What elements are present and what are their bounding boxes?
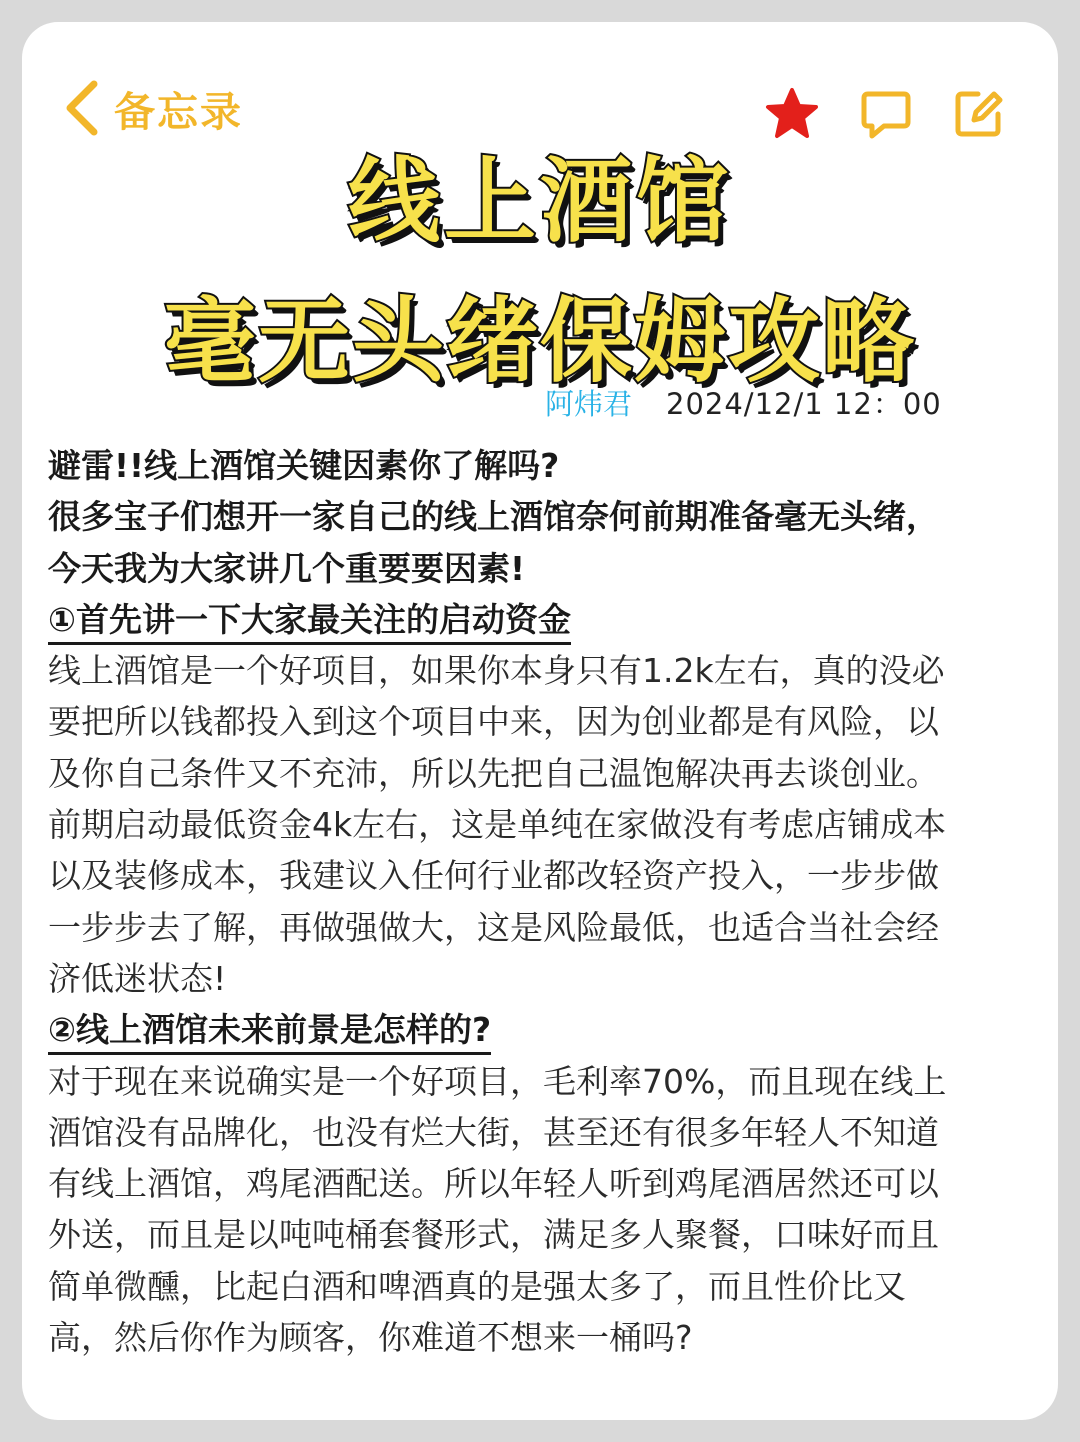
section-1-heading: ①首先讲一下大家最关注的启动资金 bbox=[48, 598, 571, 645]
author-name[interactable]: 阿炜君 bbox=[545, 387, 633, 421]
title-line-2: 毫无头绪保姆攻略 bbox=[163, 288, 916, 395]
section-2-line: 外送，而且是以吨吨桶套餐形式，满足多人聚餐，口味好而且 bbox=[48, 1215, 939, 1255]
intro-line: 今天我为大家讲几个重要要因素! bbox=[48, 548, 526, 588]
intro-line: 很多宝子们想开一家自己的线上酒馆奈何前期准备毫无头绪， bbox=[48, 497, 939, 537]
section-1-line: 济低迷状态! bbox=[48, 958, 227, 998]
section-2-heading: ②线上酒馆未来前景是怎样的? bbox=[48, 1008, 491, 1055]
section-2-line: 简单微醺，比起白酒和啤酒真的是强太多了，而且性价比又 bbox=[48, 1266, 906, 1306]
section-1-line: 一步步去了解，再做强做大，这是风险最低，也适合当社会经 bbox=[48, 907, 939, 947]
section-2-heading-row bbox=[48, 1004, 1038, 1055]
section-2-line: 高，然后你作为顾客，你难道不想来一桶吗? bbox=[48, 1318, 693, 1358]
note-content bbox=[48, 440, 1038, 1363]
section-1-line: 要把所以钱都投入到这个项目中来，因为创业都是有风险，以 bbox=[48, 702, 939, 742]
section-1-line: 以及装修成本，我建议入任何行业都改轻资产投入，一步步做 bbox=[48, 856, 939, 896]
section-2-line: 酒馆没有品牌化，也没有烂大街，甚至还有很多年轻人不知道 bbox=[48, 1112, 939, 1152]
section-1-line: 前期启动最低资金4k左右，这是单纯在家做没有考虑店铺成本 bbox=[48, 805, 947, 845]
section-2-line: 有线上酒馆，鸡尾酒配送。所以年轻人听到鸡尾酒居然还可以 bbox=[48, 1164, 939, 1204]
section-1-heading-row bbox=[48, 594, 1038, 645]
back-label: 备忘录 bbox=[114, 87, 243, 136]
title-line-1: 线上酒馆 bbox=[347, 148, 732, 255]
section-1-line: 线上酒馆是一个好项目，如果你本身只有1.2k左右，真的没必 bbox=[48, 651, 945, 691]
section-1-line: 及你自己条件又不充沛，所以先把自己温饱解决再去谈创业。 bbox=[48, 753, 939, 793]
intro-line: 避雷!!线上酒馆关键因素你了解吗? bbox=[48, 446, 560, 485]
section-2-line: 对于现在来说确实是一个好项目，毛利率70%，而且现在线上 bbox=[48, 1061, 947, 1101]
note-datetime: 2024/12/1 12：00 bbox=[666, 387, 942, 421]
